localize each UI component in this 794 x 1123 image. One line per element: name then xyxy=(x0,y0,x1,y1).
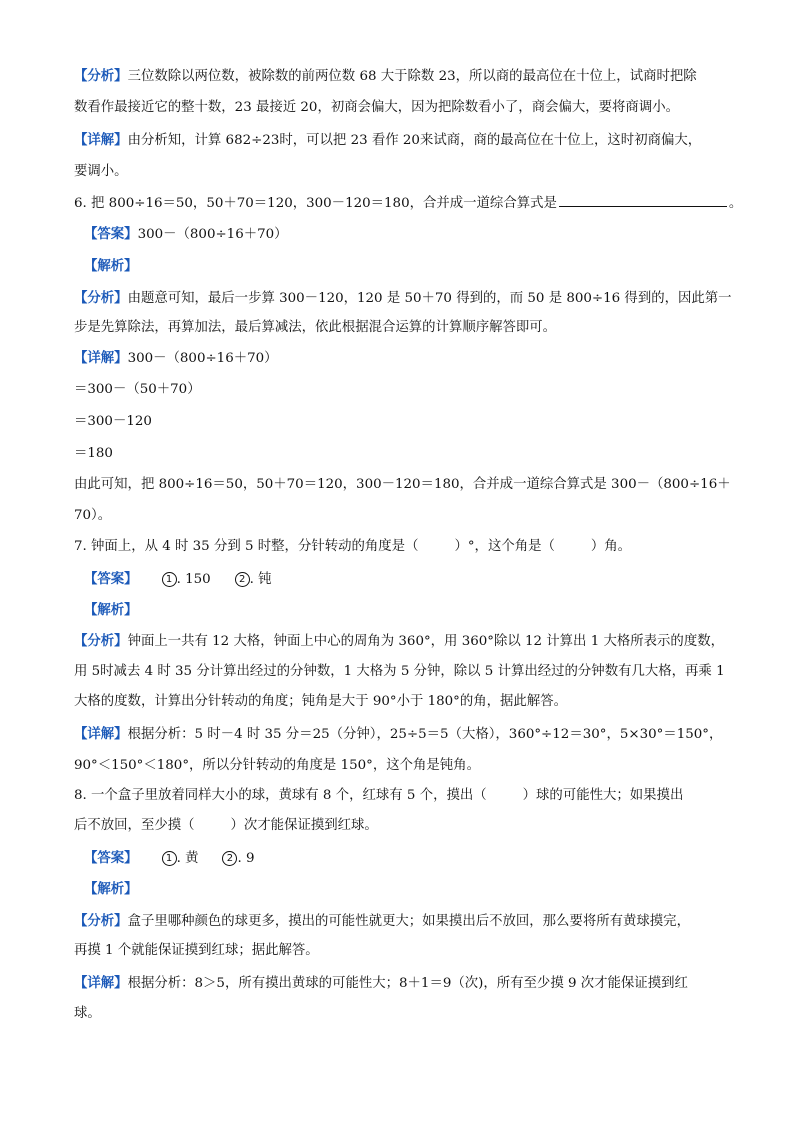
q5-detail-text-2: 要调小。 xyxy=(74,164,128,179)
q8-stem-line-2 xyxy=(74,816,378,836)
q6-detail-text-1: 300－（800÷16＋70） xyxy=(127,351,278,366)
q8-stem-line-1 xyxy=(74,786,683,806)
analysis-label: 【分析】 xyxy=(74,913,128,929)
q8-jiexi-line xyxy=(84,879,138,900)
q6-answer: 300－（800÷16＋70） xyxy=(137,227,288,242)
q7-answer-2: . 钝 xyxy=(249,572,272,587)
q8-stem-part-4: ）次才能保证摸到红球。 xyxy=(230,818,378,833)
circled-number-1: 1 xyxy=(162,851,177,866)
q5-detail-line-2 xyxy=(74,162,128,182)
circled-number-2: 2 xyxy=(222,851,237,866)
q5-detail-line-1 xyxy=(74,130,701,151)
q5-analysis-line-1 xyxy=(74,66,697,87)
q6-stem-end: 。 xyxy=(728,196,743,211)
q8-answer-line xyxy=(84,848,255,869)
q7-analysis-text-1: 钟面上一共有 12 大格，钟面上中心的周角为 360°，用 360°除以 12 计算出 1 大格所表示的度数， xyxy=(127,634,724,649)
q7-analysis-line-1 xyxy=(74,631,724,652)
q5-detail-text-1: 由分析知，计算 682÷23时，可以把 23 看作 20来试商，商的最高位在十位上，这时初商偏大， xyxy=(127,133,702,148)
q8-detail-line-2 xyxy=(74,1004,101,1024)
q7-stem-part-3: ）角。 xyxy=(590,539,632,554)
q8-answer-1: . 黄 xyxy=(176,851,199,866)
q6-analysis-text-1: 由题意可知，最后一步算 300－120，120 是 50＋70 得到的，而 50 是 800÷16 得到的，因此第一 xyxy=(127,291,732,306)
analysis-label: 【分析】 xyxy=(74,68,128,84)
answer-label: 【答案】 xyxy=(84,571,138,587)
q5-analysis-text-2: 数看作最接近它的整十数，23 最接近 20，初商会偏大，因为把除数看小了，商会偏大，要将商调小。 xyxy=(74,100,679,115)
q7-answer-line xyxy=(84,569,272,590)
q7-stem-part-1: 7. 钟面上，从 4 时 35 分到 5 时整，分针转动的角度是（ xyxy=(74,539,419,554)
q7-detail-text-1: 根据分析：5 时－4 时 35 分＝25（分钟），25÷5＝5（大格），360°÷12＝30°，5×30°＝150°， xyxy=(127,727,723,742)
solution-label: 【解析】 xyxy=(84,602,138,618)
detail-label: 【详解】 xyxy=(74,726,128,742)
q7-detail-line-2 xyxy=(74,756,480,776)
q6-analysis-line-1 xyxy=(74,288,732,309)
q6-jiexi-line xyxy=(84,256,138,277)
q8-stem-part-1: 8. 一个盒子里放着同样大小的球，黄球有 8 个，红球有 5 个，摸出（ xyxy=(74,788,487,803)
q6-stem xyxy=(74,193,742,214)
detail-label: 【详解】 xyxy=(74,975,128,991)
q6-conclusion-1 xyxy=(74,475,731,495)
q6-detail-line-1 xyxy=(74,348,278,369)
q8-stem-part-3: 后不放回，至少摸（ xyxy=(74,818,195,833)
solution-label: 【解析】 xyxy=(84,258,138,274)
q8-detail-text-2: 球。 xyxy=(74,1006,101,1021)
q7-answer-1: . 150 xyxy=(176,572,211,587)
q7-stem xyxy=(74,537,631,557)
analysis-label: 【分析】 xyxy=(74,290,128,306)
q6-stem-text: 6. 把 800÷16＝50，50＋70＝120，300－120＝180，合并成一道综合算式是 xyxy=(74,196,557,211)
q6-answer-line xyxy=(84,224,288,245)
q6-conclusion-2 xyxy=(74,506,111,526)
q8-analysis-line-1 xyxy=(74,911,690,932)
q6-analysis-line-2 xyxy=(74,318,556,338)
q7-detail-line-1 xyxy=(74,724,722,745)
q6-conclusion-text-1: 由此可知，把 800÷16＝50，50＋70＝120，300－120＝180，合并成一道综合算式是 300－（800÷16＋ xyxy=(74,477,731,492)
q6-step-3 xyxy=(74,444,113,464)
q6-analysis-text-2: 步是先算除法，再算加法，最后算减法，依此根据混合运算的计算顺序解答即可。 xyxy=(74,320,557,335)
q8-analysis-text-1: 盒子里哪种颜色的球更多，摸出的可能性就更大；如果摸出后不放回，那么要将所有黄球摸完， xyxy=(127,914,690,929)
q7-analysis-line-2 xyxy=(74,662,725,682)
q6-step-2 xyxy=(74,412,152,432)
answer-blank xyxy=(559,193,727,207)
q8-detail-line-1 xyxy=(74,973,688,994)
q6-step-2-text: ＝300－120 xyxy=(74,414,152,429)
q6-step-3-text: ＝180 xyxy=(74,446,113,461)
q5-analysis-text-1: 三位数除以两位数，被除数的前两位数 68 大于除数 23，所以商的最高位在十位上，试商时把除 xyxy=(127,69,697,84)
q7-analysis-text-2: 用 5时减去 4 时 35 分计算出经过的分钟数，1 大格为 5 分钟，除以 5 计算出经过的分钟数有几大格，再乘 1 xyxy=(74,664,725,679)
q8-stem-part-2: ）球的可能性大；如果摸出 xyxy=(522,788,684,803)
q8-analysis-text-2: 再摸 1 个就能保证摸到红球；据此解答。 xyxy=(74,943,319,958)
detail-label: 【详解】 xyxy=(74,350,128,366)
q6-conclusion-text-2: 70）。 xyxy=(74,508,112,523)
q8-analysis-line-2 xyxy=(74,941,319,961)
detail-label: 【详解】 xyxy=(74,132,128,148)
solution-label: 【解析】 xyxy=(84,881,138,897)
q7-analysis-text-3: 大格的度数，计算出分针转动的角度；钝角是大于 90°小于 180°的角，据此解答。 xyxy=(74,694,567,709)
q7-stem-part-2: ）°，这个角是（ xyxy=(454,539,555,554)
q8-answer-2: . 9 xyxy=(237,851,255,866)
q5-analysis-line-2 xyxy=(74,98,679,118)
q6-step-1-text: ＝300－（50＋70） xyxy=(74,382,201,397)
answer-label: 【答案】 xyxy=(84,226,138,242)
q7-jiexi-line xyxy=(84,600,138,621)
q7-detail-text-2: 90°＜150°＜180°，所以分针转动的角度是 150°，这个角是钝角。 xyxy=(74,758,480,773)
circled-number-1: 1 xyxy=(162,572,177,587)
answer-label: 【答案】 xyxy=(84,850,138,866)
q8-detail-text-1: 根据分析：8＞5，所有摸出黄球的可能性大；8＋1＝9（次)，所有至少摸 9 次才能保证摸到红 xyxy=(127,976,688,991)
analysis-label: 【分析】 xyxy=(74,633,128,649)
circled-number-2: 2 xyxy=(235,572,250,587)
q6-step-1 xyxy=(74,380,201,400)
q7-analysis-line-3 xyxy=(74,692,567,712)
